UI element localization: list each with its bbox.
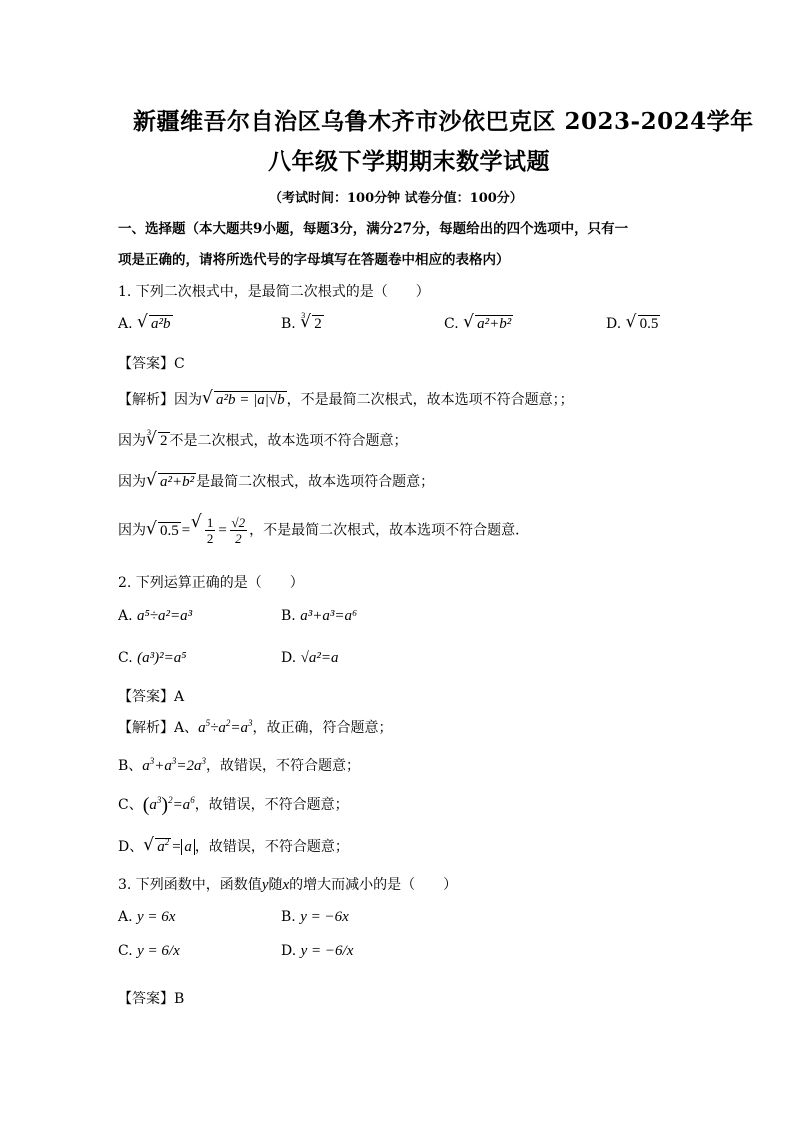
math-expr: √ 3 2 xyxy=(146,432,170,450)
q1-analysis-line-1: 【解析】因为√ a²b = |a|√b ，不是最简二次根式，故本选项不符合题意；； xyxy=(118,389,574,409)
q1-option-b xyxy=(281,311,324,333)
q3-option-c xyxy=(118,943,180,960)
q1-analysis-line-3: 因为√ a²+b² 是最简二次根式，故本选项符合题意； xyxy=(118,471,434,491)
option-expr: √ 0.5 xyxy=(626,315,661,333)
option-label: A. xyxy=(118,608,133,624)
q3-option-a xyxy=(118,909,175,926)
q3-option-d xyxy=(281,943,353,960)
option-expr: y = −6x xyxy=(300,909,349,925)
option-expr: y = 6/x xyxy=(137,943,180,959)
option-expr: √a²=a xyxy=(300,650,339,666)
math-expr: $\frac{√2}{2}$ xyxy=(231,515,246,546)
math-expr: √ $\frac{1}{2}$ xyxy=(191,515,218,546)
option-label: A. xyxy=(118,909,133,925)
title-line-1: 新疆维吾尔自治区乌鲁木齐市沙依巴克区 2023-2024学年 xyxy=(133,108,754,135)
q2-stem: 2. 下列运算正确的是（ ） xyxy=(118,575,304,591)
option-expr: y = 6x xyxy=(137,909,176,925)
q2-analysis-line-4: D、√ $a^2 = a$ ，故错误，不符合题意； xyxy=(118,836,349,856)
q2-analysis-line-1: 【解析】A、$a^5\div a^2=a^3$，故正确，符合题意； xyxy=(118,718,393,736)
q2-option-d xyxy=(281,650,339,667)
q1-analysis-line-2: 因为 √ 3 2 不是二次根式，故本选项不符合题意； xyxy=(118,430,408,450)
q3-option-b xyxy=(281,909,349,926)
option-expr: √ a²+b² xyxy=(463,315,513,333)
option-label: C. xyxy=(444,316,459,332)
q1-answer: 【答案】C xyxy=(118,356,185,372)
q1-option-d xyxy=(606,315,660,333)
q1-stem: 1. 下列二次根式中，是最简二次根式的是（ ） xyxy=(118,284,430,300)
option-label: B. xyxy=(281,909,296,925)
q3-answer: 【答案】B xyxy=(118,991,185,1007)
q1-analysis-line-4: 因为√ 0.5 = √ $\frac{1}{2}$ = $\frac{√2}{2}$ ，不是最简二次根式，故本选项不符合题意． xyxy=(118,515,529,546)
q3-stem: 3. 下列函数中，函数值y随x的增大而减小的是（ ） xyxy=(118,877,458,893)
option-label: A. xyxy=(118,316,133,332)
section-heading-line-1: 一、选择题（本大题共9小题，每题3分，满分27分，每题给出的四个选项中，只有一 xyxy=(118,221,629,237)
q2-answer: 【答案】A xyxy=(118,689,185,705)
q2-option-c xyxy=(118,650,186,667)
exam-subtitle: （考试时间：100分钟 试卷分值：100分） xyxy=(269,191,523,206)
q2-option-b xyxy=(281,608,357,625)
math-expr: √ a²+b² xyxy=(146,473,196,491)
option-label: C. xyxy=(118,943,133,959)
option-expr: a⁵÷a²=a³ xyxy=(137,608,193,624)
option-label: B. xyxy=(281,608,296,624)
q1-option-c xyxy=(444,315,513,333)
section-heading-line-2: 项是正确的，请将所选代号的字母填写在答题卷中相应的表格内） xyxy=(118,252,510,268)
option-label: D. xyxy=(281,943,297,959)
q2-analysis-line-3: C、$(a^3)^2=a^6$，故错误，不符合题意； xyxy=(118,794,349,816)
math-expr: √ a²b = |a|√b xyxy=(202,391,287,409)
q2-analysis-line-2: B、$a^3+a^3=2a^3$，故错误，不符合题意； xyxy=(118,756,361,774)
option-label: D. xyxy=(606,316,622,332)
option-expr: √ a²b xyxy=(137,315,173,333)
math-expr: √ 0.5 xyxy=(146,522,181,540)
title-line-2: 八年级下学期期末数学试题 xyxy=(268,148,550,175)
option-expr: y = −6/x xyxy=(300,943,354,959)
option-expr: a³+a³=a⁶ xyxy=(300,608,358,624)
option-label: C. xyxy=(118,650,133,666)
option-expr: (a³)²=a⁵ xyxy=(137,650,187,666)
q2-option-a xyxy=(118,608,192,625)
q1-option-a xyxy=(118,315,173,333)
option-label: D. xyxy=(281,650,297,666)
option-expr: √ 3 2 xyxy=(300,315,324,333)
option-label: B. xyxy=(281,316,296,332)
